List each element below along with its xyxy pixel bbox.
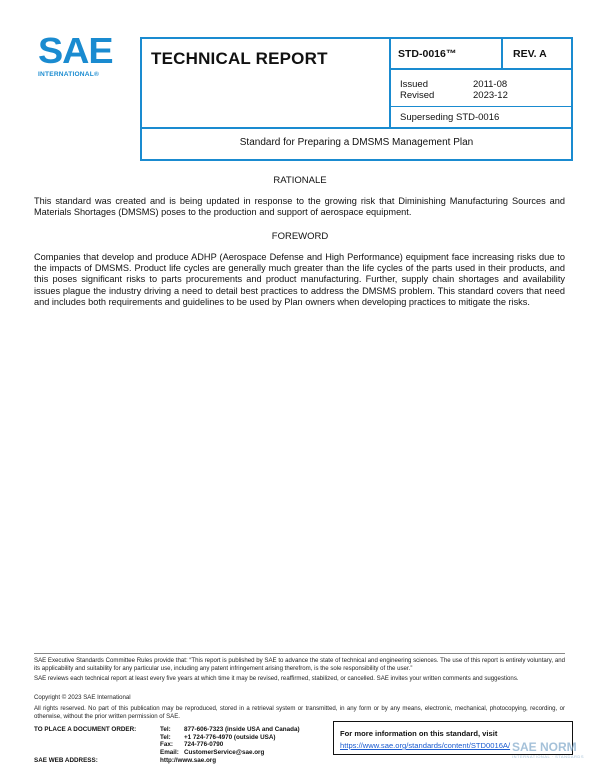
phone-intl: +1 724-776-4970 (outside USA) [184, 733, 276, 741]
revision-cell [503, 39, 571, 70]
more-info-text: For more information on this standard, visit [340, 729, 498, 738]
email-address[interactable]: CustomerService@sae.org [184, 748, 265, 756]
superseding-cell [391, 106, 571, 127]
revision: REV. A [513, 48, 547, 60]
order-contacts: Tel: 877-606-7323 (inside USA and Canada) Tel: +1 724-776-4970 (outside USA) Fax: 724-776-0790 Email: CustomerService@sae.org [160, 726, 300, 756]
fax-number: 724-776-0790 [184, 741, 224, 749]
committee-rules: SAE Executive Standards Committee Rules provide that: “This report is published by SAE to advance the state of technical and engineering sciences. The use of this report is entirely voluntary, and its applicability and suitability for any particular use, including any patent infringement arising therefrom, is the sole responsibility of the user.” [34, 657, 565, 672]
report-type-cell [142, 39, 391, 127]
phone-usa: 877-606-7323 (inside USA and Canada) [184, 726, 300, 733]
sae-logo [38, 30, 120, 82]
document-header [140, 37, 573, 161]
watermark-subtext: INTERNATIONAL · STANDARDS [512, 754, 584, 759]
rationale-text: This standard was created and is being updated in response to the growing risk that Diminishing Manufacturing Sources and Materials Shortages (DMSMS) poses to the production and support of aerospace equipment. [34, 196, 565, 218]
web-url[interactable]: http://www.sae.org [160, 757, 217, 764]
issued-date: 2011-08 [473, 79, 508, 90]
logo-wordmark: SAE [38, 30, 113, 71]
superseding: Superseding STD-0016 [400, 112, 500, 123]
web-label: SAE WEB ADDRESS: [34, 757, 98, 764]
web-address [34, 757, 217, 764]
watermark-logo [512, 741, 597, 771]
subject-cell [142, 127, 571, 159]
document-subject: Standard for Preparing a DMSMS Management Plan [239, 137, 474, 148]
standard-id: STD-0016™ [398, 48, 457, 60]
foreword-text: Companies that develop and produce ADHP (Aerospace Defense and High Performance) equipment face increasing risks due to the impacts of DMSMS. Product life cycles are generally much greater than the life cycles of the parts used in their products, and this poses significant risks to parts procurements and product manufacturing. Further, supply chain shortages and availability issues plague the industry driving a need to detail best practices to address the DMSMS problem. This standard covers that need and includes both requirements and guidelines to be used by Plan owners when developing practices to mitigate the risks. [34, 252, 565, 307]
dates-cell [391, 70, 571, 106]
revised-date: 2023-12 [473, 90, 508, 101]
footer-divider [34, 653, 565, 654]
standard-id-cell [391, 39, 503, 70]
order-label: TO PLACE A DOCUMENT ORDER: [34, 726, 137, 733]
rights-statement: All rights reserved. No part of this publication may be reproduced, stored in a retrieval system or transmitted, in any form or by any means, electronic, mechanical, photocopying, recording, or otherwise, without the prior written permission of SAE. [34, 705, 565, 720]
watermark-text: SAE NORM [512, 740, 577, 754]
review-statement: SAE reviews each technical report at least every five years at which time it may be revised, reaffirmed, stabilized, or cancelled. SAE invites your written comments and suggestions. [34, 675, 519, 682]
logo-subtitle: INTERNATIONAL® [38, 71, 100, 78]
revised-label: Revised [400, 90, 435, 101]
issued-label: Issued [400, 79, 428, 90]
more-info-link[interactable]: https://www.sae.org/standards/content/STD0016A/ [340, 741, 511, 750]
report-type: TECHNICAL REPORT [151, 49, 328, 68]
foreword-heading: FOREWORD [271, 231, 329, 242]
rationale-heading: RATIONALE [273, 175, 327, 186]
copyright: Copyright © 2023 SAE International [34, 694, 131, 701]
